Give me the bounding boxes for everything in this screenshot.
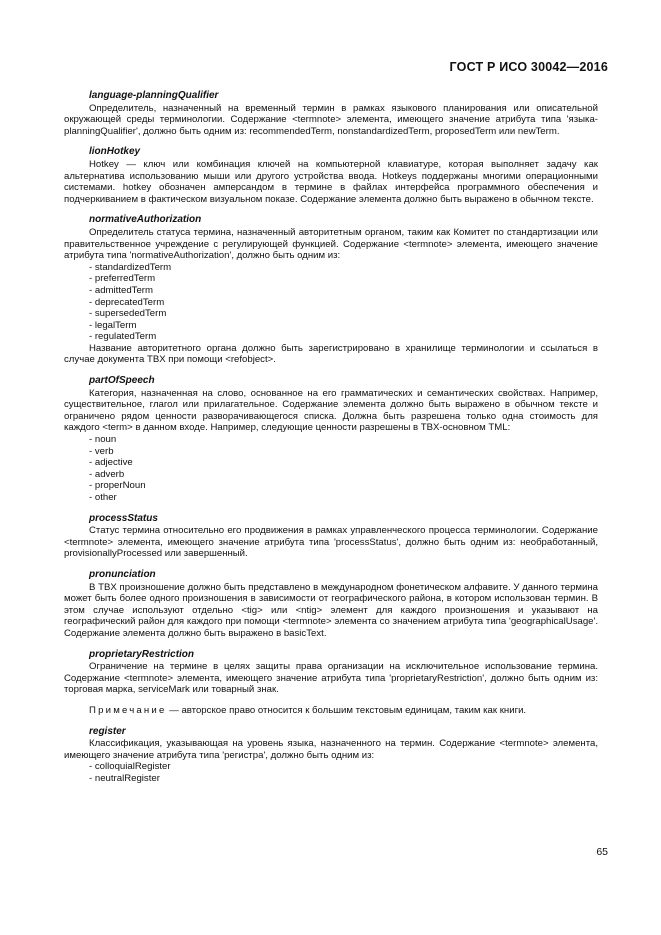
entry-additional-text: Название авторитетного органа должно быть зарегистрировано в хранилище терминологии и ссылаться в случае документа TBX при помощи <refobject>. (64, 342, 598, 366)
entry-definition: В TBX произношение должно быть представлено в международном фонетическом алфавите. У данного термина может быть более одного произношения в зависимости от географического района, в котором использован термин. В этом случае используют отдельно <tig> или <ntig> элемент для каждого произношения и указывают на географический район для каждого при помощи <termnote> элемента со значением атрибута типа 'geographicalUsage'. Содержание элемента должно быть выражено в basicText. (64, 581, 598, 639)
value-list (64, 761, 598, 784)
list-item: - regulatedTerm (89, 331, 157, 343)
glossary-entry (64, 726, 598, 785)
note-paragraph (64, 705, 598, 717)
list-item: - verb (89, 445, 114, 457)
document-body (64, 90, 598, 793)
list-item: - other (89, 492, 117, 503)
entry-term: processStatus (89, 512, 158, 524)
glossary-entry (64, 90, 598, 137)
list-item: - adjective (89, 457, 133, 469)
note-label: Примечание (89, 704, 167, 716)
glossary-entry (64, 375, 598, 504)
entry-definition: Категория, назначенная на слово, основанное на его грамматических и семантических свойствах. Например, существительное, глагол или прилагательное. Содержание элемента должно быть выражено в обычном тексте и ограничено рядом ценности разворачивающегося списка. Должна быть разрешена только одна стоимость для каждого <term> в данном входе. Например, следующие ценности разрешены в TBX-основном TML: (64, 387, 598, 434)
note-text: — авторское право относится к большим текстовым единицам, таким как книги. (169, 704, 527, 716)
glossary-entry (64, 513, 598, 560)
entry-definition: Определитель, назначенный на временный термин в рамках языкового планирования или описательной окружающей среды терминологии. Содержание <termnote> элемента, имеющего значение атрибута типа 'языка-planningQualifier', должно быть одним из: recommendedTerm, nonstandardizedTerm, proposedTerm или newTerm. (64, 102, 598, 137)
list-item: - neutralRegister (89, 772, 160, 784)
list-item: - adverb (89, 468, 125, 480)
glossary-entry (64, 649, 598, 696)
list-item: - deprecatedTerm (89, 296, 165, 308)
page-number: 65 (596, 846, 608, 858)
list-item: - supersededTerm (89, 308, 167, 320)
entry-term: normativeAuthorization (89, 214, 202, 226)
list-item: - admittedTerm (89, 284, 153, 296)
entry-term: lionHotkey (89, 146, 141, 158)
entry-term: language-planningQualifier (89, 90, 219, 101)
entry-definition: Классификация, указывающая на уровень языка, назначенного на термин. Содержание <termnote> элемента, имеющего значение атрибута типа 'регистра', должно быть одним из: (64, 738, 598, 761)
glossary-entry (64, 214, 598, 366)
list-item: - noun (89, 434, 117, 446)
entry-term: proprietaryRestriction (89, 648, 195, 660)
entry-definition: Ограничение на термине в целях защиты права организации на исключительное использование термина. Содержание <termnote> элемента, имеющего значение атрибута типа 'proprietaryRestriction', должно быть одним из: торговая марка, serviceMark или товарный знак. (64, 661, 598, 696)
entry-definition: Статус термина относительно его продвижения в рамках управленческого процесса терминологии. Содержание <termnote> элемента, имеющего значение атрибута типа 'processStatus', должно быть одним из: необработанный, provisionallyProcessed или завершенный. (64, 525, 598, 560)
entry-definition: Определитель статуса термина, назначенный авторитетным органом, таким как Комитет по стандартизации или правительственное учреждение с регулирующей функцией. Содержание <termnote> элемента, имеющего значение атрибута типа 'normativeAuthorization', должно быть одним из: (64, 226, 598, 262)
entry-term: partOfSpeech (89, 375, 155, 387)
list-item: - standardizedTerm (89, 261, 172, 273)
value-list (64, 262, 598, 343)
glossary-entry (64, 569, 598, 640)
value-list (64, 434, 598, 504)
entry-definition: Hotkey — ключ или комбинация ключей на компьютерной клавиатуре, которая выполняет задачу как альтернатива использованию мыши или другого устройства ввода. Hotkeys поддержаны многими операционными системами. hotkey обозначен амперсандом в термине в файлах интерфейса программного обеспечения и подчеркиванием в фактическом визуальном показе. Содержание элемента должно быть выражено в обычном тексте. (64, 158, 598, 205)
glossary-entry (64, 146, 598, 205)
list-item: - properNoun (89, 480, 146, 492)
list-item: - legalTerm (89, 319, 137, 331)
document-header: ГОСТ Р ИСО 30042—2016 (449, 60, 608, 74)
entry-term: pronunciation (89, 568, 156, 580)
list-item: - colloquialRegister (89, 761, 171, 773)
entry-term: register (89, 725, 126, 737)
list-item: - preferredTerm (89, 273, 156, 285)
